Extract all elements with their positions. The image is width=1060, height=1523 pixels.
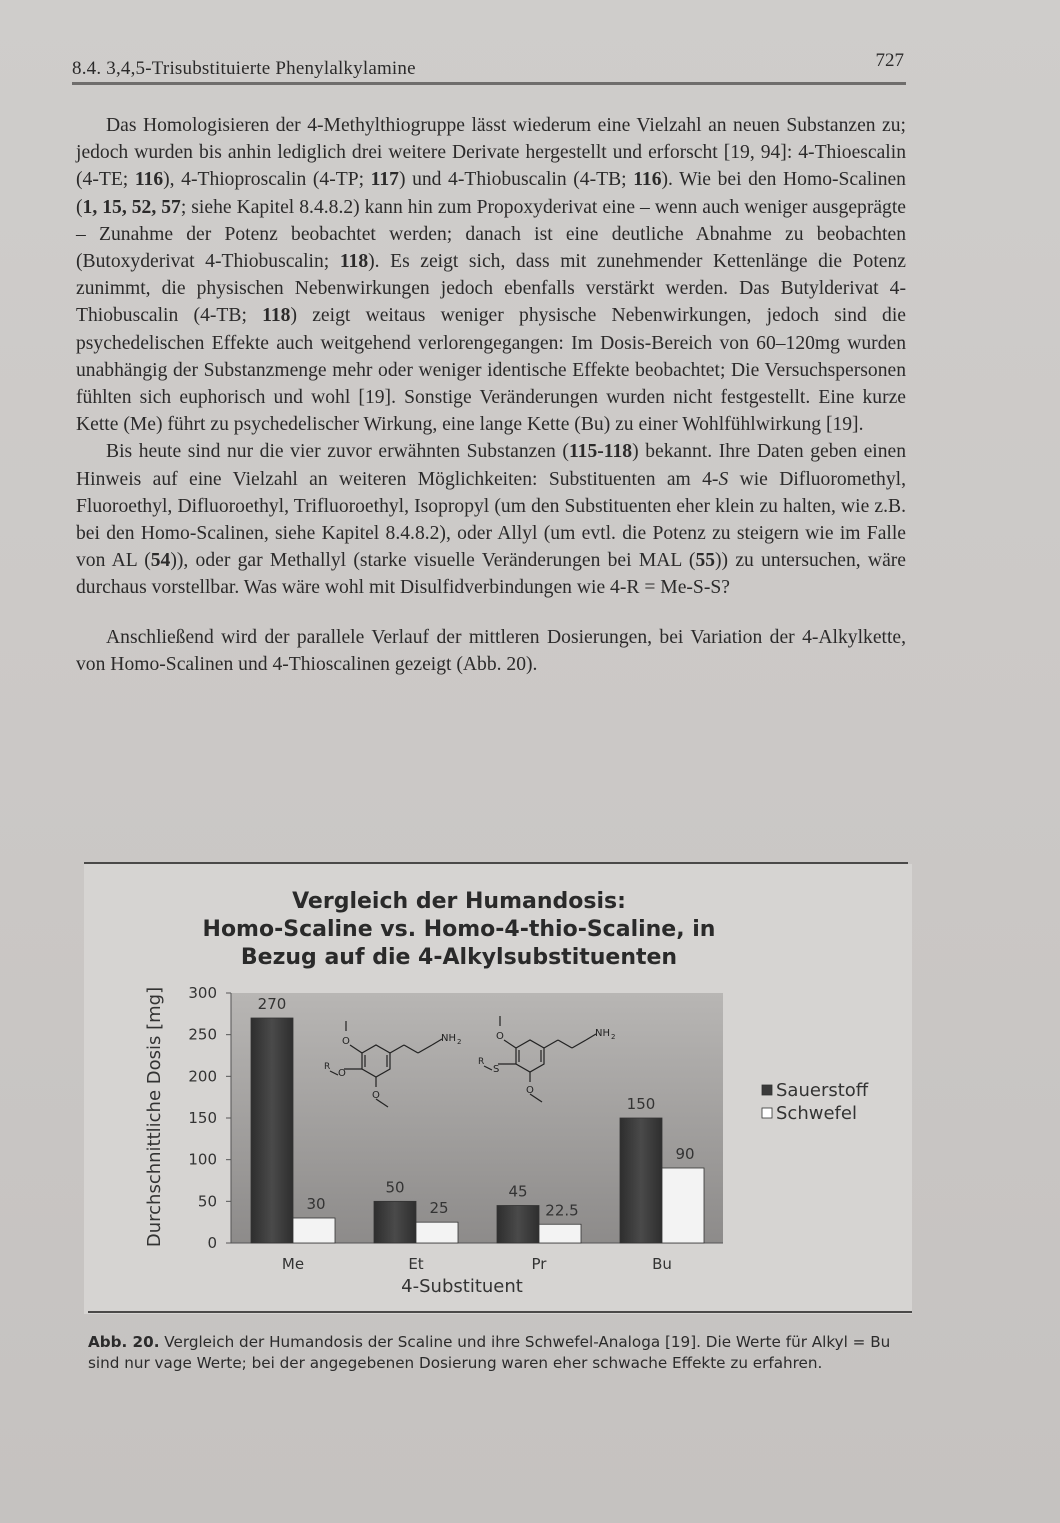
atom-o-top: O bbox=[342, 1036, 350, 1047]
data-label: 45 bbox=[508, 1182, 528, 1201]
caption-text: Vergleich der Humandosis der Scaline und ihre Schwefel-Analoga [19]. Die Werte für Alkyl = Bu sind nur vage Werte; bei der angegebenen Dosierung waren eher schwache Effekte zu erfahren. bbox=[88, 1333, 891, 1372]
chart-title-line-2: Homo-Scaline vs. Homo-4-thio-Scaline, in bbox=[202, 917, 716, 942]
bar-sauerstoff-et bbox=[374, 1201, 416, 1243]
text-run: ) zeigt weitaus weniger physische Nebenwirkungen, jedoch sind die psychedelischen Effekte auch weitgehend verlorengegangen: Im Dosis-Bereich von 60–120mg wurden unabhängig der Substanzmenge mehr oder weniger identische Effekte beobachtet; Die Versuchspersonen fühlten sich euphorisch und wohl [19]. Sonstige Veränderungen wurden nicht festgestellt. Eine kurze Kette (Me) führt zu psychedelischer Wirkung, eine lange Kette (Bu) zu einer Wohlfühlwirkung [19]. bbox=[76, 305, 906, 436]
bar-sauerstoff-pr bbox=[497, 1206, 539, 1244]
y-tick-label: 0 bbox=[207, 1234, 217, 1252]
text-run: Anschließend wird der parallele Verlauf der mittleren Dosierungen, bei Variation der 4-Alkylkette, von Homo-Scalinen und 4-Thioscalinen gezeigt (Abb. 20). bbox=[76, 626, 906, 675]
bold-ref: 1, 15, 52, 57 bbox=[82, 196, 181, 218]
text-run: ). Es zeigt sich, dass mit zunehmender Kettenlänge die Potenz zunimmt, die physischen Nebenwirkungen jedoch ebenfalls verstärkt werden. Das Butylderivat 4-Thiobuscalin (4-TB; bbox=[76, 251, 906, 327]
legend-label-schwefel: Schwefel bbox=[776, 1103, 857, 1124]
text-run: ; siehe Kapitel 8.4.8.2) kann hin zum Propoxyderivat eine – wenn auch weniger ausgeprägte – Zunahme der Potenz beobachtet werden; danach ist eine deutliche Abnahme zu beobachten (Butoxyderivat 4-Thiobuscalin; bbox=[76, 196, 906, 273]
bar-sauerstoff-bu bbox=[620, 1118, 662, 1243]
bar-chart bbox=[84, 864, 912, 1314]
figure-bottom-rule bbox=[88, 1311, 912, 1313]
x-tick-label: Et bbox=[408, 1255, 424, 1273]
y-tick-label: 250 bbox=[188, 1025, 217, 1044]
paragraph-2 bbox=[76, 438, 906, 601]
y-tick-label: 300 bbox=[188, 984, 217, 1002]
atom-r: R bbox=[324, 1062, 331, 1072]
paragraph-1 bbox=[76, 112, 906, 438]
legend-swatch-schwefel bbox=[762, 1108, 772, 1118]
x-tick-label: Pr bbox=[531, 1255, 547, 1273]
header-title: 8.4. 3,4,5-Trisubstituierte Phenylalkylamine bbox=[72, 58, 416, 79]
text-run: )) zu untersuchen, wäre durchaus vorstellbar. Was wäre wohl mit Disulfidverbindungen wie 4-R = Me-S-S? bbox=[76, 550, 906, 599]
x-tick-label: Bu bbox=[652, 1255, 672, 1273]
text-run: ). Wie bei den Homo-Scalinen ( bbox=[76, 169, 906, 218]
bold-ref: 54 bbox=[150, 550, 171, 572]
paragraph-3 bbox=[76, 624, 906, 678]
figure-caption bbox=[88, 1332, 918, 1374]
y-axis-label: Durchschnittliche Dosis [mg] bbox=[144, 986, 165, 1248]
text-run: wie Difluoromethyl, Fluoroethyl, Difluoroethyl, Trifluoroethyl, Isopropyl (um den Substituenten eher klein zu halten, wie z.B. bei den Homo-Scalinen, siehe Kapitel 8.4.8.2), oder Allyl (um evtl. die Potenz zu steigern wie im Falle von AL ( bbox=[76, 468, 906, 572]
legend-swatch-sauerstoff bbox=[762, 1085, 772, 1095]
y-tick-label: 50 bbox=[197, 1192, 217, 1211]
atom-nh: NH bbox=[595, 1028, 610, 1039]
data-label: 90 bbox=[675, 1145, 695, 1163]
text-run: ), 4-Thioproscalin (4-TP; bbox=[163, 169, 371, 191]
atom-o-bottom: O bbox=[526, 1085, 534, 1096]
atom-s: S bbox=[493, 1064, 500, 1075]
running-header bbox=[72, 50, 908, 90]
atom-nh-sub: 2 bbox=[457, 1038, 462, 1046]
chart-title-line-3: Bezug auf die 4-Alkylsubstituenten bbox=[240, 945, 678, 970]
x-tick-label: Me bbox=[281, 1255, 305, 1273]
legend-label-sauerstoff: Sauerstoff bbox=[776, 1080, 869, 1101]
atom-o-left: O bbox=[338, 1068, 346, 1079]
y-tick-label: 150 bbox=[188, 1109, 217, 1127]
data-label: 50 bbox=[385, 1178, 405, 1197]
text-run: Bis heute sind nur die vier zuvor erwähnten Substanzen ( bbox=[106, 441, 569, 463]
figure-chart bbox=[84, 864, 912, 1314]
bar-schwefel-me bbox=[293, 1218, 335, 1243]
header-rule bbox=[72, 82, 906, 85]
atom-nh-sub: 2 bbox=[611, 1033, 616, 1041]
bold-ref: 118 bbox=[262, 305, 291, 327]
bold-ref: 55 bbox=[695, 550, 716, 572]
bar-schwefel-pr bbox=[539, 1224, 581, 1243]
bold-ref: 116 bbox=[134, 169, 164, 191]
atom-r: R bbox=[478, 1057, 485, 1067]
atom-o-bottom: O bbox=[372, 1090, 380, 1101]
page-number: 727 bbox=[875, 50, 904, 71]
data-label: 270 bbox=[257, 995, 287, 1013]
italic-text: S bbox=[718, 468, 729, 490]
data-label: 22.5 bbox=[545, 1201, 579, 1220]
y-tick-label: 200 bbox=[188, 1067, 217, 1086]
atom-nh: NH bbox=[441, 1033, 456, 1044]
data-label: 25 bbox=[429, 1199, 449, 1218]
data-label: 150 bbox=[626, 1095, 656, 1113]
bold-ref: 117 bbox=[370, 169, 399, 191]
text-run: ) bekannt. Ihre Daten geben einen Hinweis auf eine Vielzahl an weiteren Möglichkeiten: Substituenten am 4- bbox=[76, 441, 906, 490]
x-axis-label: 4-Substituent bbox=[401, 1276, 523, 1297]
bold-ref: 118 bbox=[339, 251, 369, 273]
bar-schwefel-et bbox=[416, 1222, 458, 1243]
bar-schwefel-bu bbox=[662, 1168, 704, 1243]
caption-label: Abb. 20. bbox=[88, 1333, 160, 1351]
bar-sauerstoff-me bbox=[251, 1018, 293, 1243]
text-run: )), oder gar Methallyl (starke visuelle Veränderungen bei MAL ( bbox=[170, 550, 696, 572]
chart-title-line-1: Vergleich der Humandosis: bbox=[292, 889, 626, 914]
text-run: ) und 4-Thiobuscalin (4-TB; bbox=[398, 169, 634, 191]
y-tick-label: 100 bbox=[188, 1150, 217, 1169]
atom-o-top: O bbox=[496, 1031, 504, 1042]
bold-ref: 116 bbox=[633, 169, 662, 191]
data-label: 30 bbox=[306, 1195, 326, 1213]
text-run: Das Homologisieren der 4-Methylthiogruppe lässt wiederum eine Vielzahl an neuen Substanzen zu; jedoch wurden bis anhin lediglich drei weitere Derivate hergestellt und erforscht [19, 94]: 4-Thioescalin (4-TE; bbox=[76, 115, 906, 191]
body-text bbox=[76, 112, 906, 678]
bold-ref: 115-118 bbox=[568, 441, 633, 463]
